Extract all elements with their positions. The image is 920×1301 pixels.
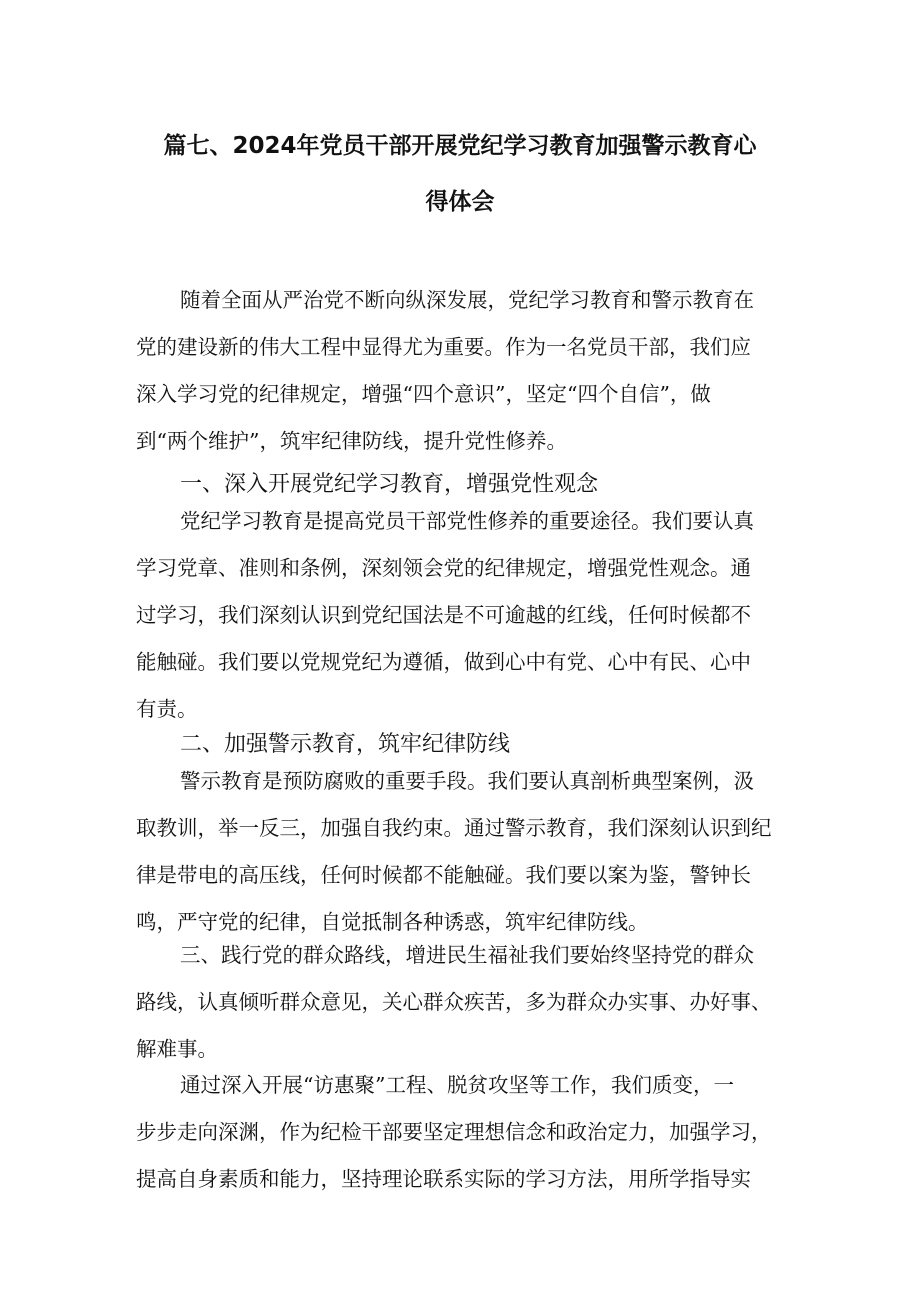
paragraph-line: 取教训，举一反三，加强自我约束。通过警示教育，我们深刻认识到纪 (136, 816, 772, 840)
paragraph-line: 学习党章、准则和条例，深刻领会党的纪律规定，增强党性观念。通 (136, 556, 751, 580)
intro-paragraph (136, 277, 796, 465)
paragraph-line: 提高自身素质和能力，坚持理论联系实际的学习方法，用所学指导实 (136, 1167, 751, 1191)
section2-heading: 二、加强警示教育，筑牢纪律防线 (180, 732, 511, 757)
section1-heading: 一、深入开展党纪学习教育，增强党性观念 (180, 472, 599, 497)
paragraph-line: 深入学习党的纪律规定，增强“四个意识”，坚定“四个自信”，做 (136, 382, 711, 406)
section2-paragraph (136, 758, 796, 946)
paragraph-line: 解难事。 (136, 1037, 218, 1061)
document-title-line1: 篇七、2024年党员干部开展党纪学习教育加强警示教育心 (163, 133, 757, 159)
paragraph-line: 警示教育是预防腐败的重要手段。我们要认真剖析典型案例，汲 (180, 769, 754, 793)
paragraph-line: 通过深入开展“访惠聚”工程、脱贫攻坚等工作，我们质变，一 (180, 1073, 734, 1097)
paragraph-line: 鸣，严守党的纪律，自觉抵制各种诱惑，筑牢纪律防线。 (136, 910, 649, 934)
section1-paragraph (136, 498, 796, 733)
paragraph-line: 三、践行党的群众路线，增进民生福祉我们要始终坚持党的群众 (180, 943, 754, 967)
paragraph-line: 有责。 (136, 697, 198, 721)
document-title-line2: 得体会 (425, 189, 495, 215)
paragraph-line: 党的建设新的伟大工程中显得尤为重要。作为一名党员干部，我们应 (136, 335, 751, 359)
paragraph-line: 路线，认真倾听群众意见，关心群众疾苦，多为群众办实事、办好事、 (136, 990, 772, 1014)
section3-paragraph (136, 932, 796, 1073)
paragraph-line: 党纪学习教育是提高党员干部党性修养的重要途径。我们要认真 (180, 509, 754, 533)
closing-paragraph (136, 1062, 796, 1203)
paragraph-line: 能触碰。我们要以党规党纪为遵循，做到心中有党、心中有民、心中 (136, 650, 751, 674)
paragraph-line: 律是带电的高压线，任何时候都不能触碰。我们要以案为鉴，警钟长 (136, 863, 751, 887)
paragraph-line: 过学习，我们深刻认识到党纪国法是不可逾越的红线，任何时候都不 (136, 603, 751, 627)
paragraph-line: 随着全面从严治党不断向纵深发展，党纪学习教育和警示教育在 (180, 288, 754, 312)
paragraph-line: 步步走向深渊，作为纪检干部要坚定理想信念和政治定力，加强学习， (136, 1120, 772, 1144)
paragraph-line: 到“两个维护”，筑牢纪律防线，提升党性修养。 (136, 429, 567, 453)
